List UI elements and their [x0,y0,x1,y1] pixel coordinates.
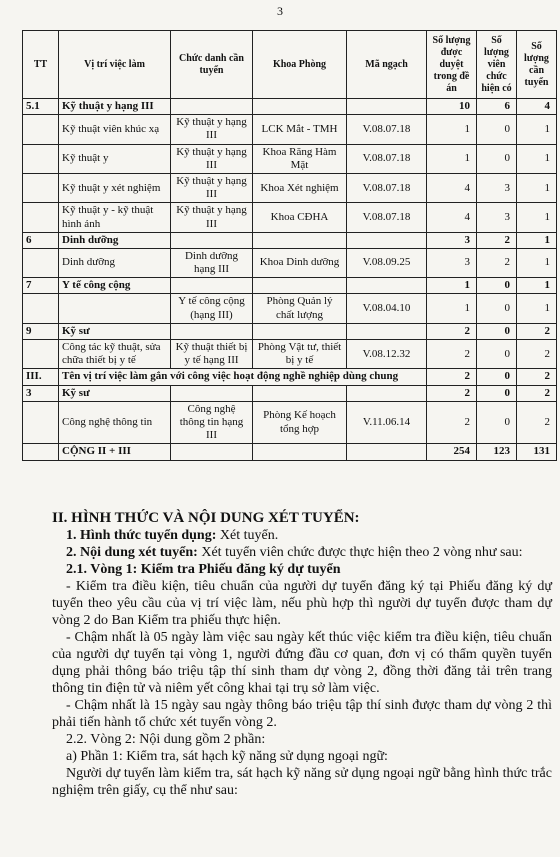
table-cell: 2 [517,340,557,369]
table-cell: V.08.07.18 [347,173,427,202]
header-cell: Số lượng cần tuyển [517,31,557,99]
header-cell: Mã ngạch [347,31,427,99]
table-cell: Kỹ thuật y xét nghiệm [59,173,171,202]
table-cell: 2 [477,248,517,277]
table-cell: Phòng Quản lý chất lượng [253,294,347,323]
paragraph: - Kiểm tra điều kiện, tiêu chuẩn của người dự tuyển đăng ký tại Phiếu đăng ký dự tuyển theo yêu cầu của vị trí việc làm, nếu phù hợp thì người dự tuyển được tham dự vòng 2 do Ban Kiểm tra phiếu thực hiện. [52,579,552,628]
paragraph [52,544,552,561]
table-cell: 1 [517,294,557,323]
table-cell: 2 [517,369,557,385]
table-row [23,115,557,144]
table-cell: Kỹ thuật y hạng III [171,144,253,173]
header-cell: TT [23,31,59,99]
table-cell [171,278,253,294]
table-cell: Khoa Dinh dưỡng [253,248,347,277]
table-cell: 2 [427,340,477,369]
table-row [23,323,557,339]
table-cell: Kỹ sư [59,385,171,401]
table-cell: 6 [477,99,517,115]
table-cell: Khoa Răng Hàm Mặt [253,144,347,173]
table-cell [171,232,253,248]
table-cell [253,278,347,294]
header-cell: Số lượng được duyệt trong đề án [427,31,477,99]
header-cell: Số lượng viên chức hiện có [477,31,517,99]
round1-title: 2.1. Vòng 1: Kiểm tra Phiếu đăng ký dự tuyển [66,562,341,577]
table-cell [23,401,59,444]
section-title: II. HÌNH THỨC VÀ NỘI DUNG XÉT TUYỂN: [52,510,360,526]
table-cell [253,444,347,460]
table-row [23,294,557,323]
table-row [23,144,557,173]
table-cell [253,232,347,248]
paragraph: Người dự tuyển làm kiểm tra, sát hạch kỹ năng sử dụng ngoại ngữ bằng hình thức trắc nghiệm trên giấy, cụ thể như sau: [52,766,552,798]
table-row [23,444,557,460]
table-row [23,203,557,232]
table-cell: 2 [517,323,557,339]
table-cell [23,248,59,277]
table-cell: 2 [427,385,477,401]
table-cell: 3 [427,248,477,277]
table-cell: 1 [517,278,557,294]
label: 2. Nội dung xét tuyển: [66,545,198,560]
table-cell: V.11.06.14 [347,401,427,444]
table-cell: 0 [477,369,517,385]
table-cell: 0 [477,278,517,294]
table-cell: 1 [427,144,477,173]
table-cell: 10 [427,99,477,115]
table-row [23,173,557,202]
table-cell: 1 [517,115,557,144]
table-row [23,340,557,369]
table-cell [253,323,347,339]
table-cell: V.08.07.18 [347,203,427,232]
table-cell [171,323,253,339]
table-cell: Y tế công cộng [59,278,171,294]
table-cell [347,99,427,115]
table-cell: Kỹ thuật thiết bị y tế hạng III [171,340,253,369]
header-cell: Vị trí việc làm [59,31,171,99]
header-cell: Chức danh cần tuyển [171,31,253,99]
paragraph: - Chậm nhất là 15 ngày sau ngày thông báo triệu tập thí sinh được tham dự vòng 2 thì phải tiến hành tổ chức xét tuyển vòng 2. [52,698,552,730]
table-row [23,401,557,444]
table-cell: 0 [477,323,517,339]
table-cell: 2 [427,369,477,385]
table-cell: 3 [23,385,59,401]
recruitment-table [22,30,557,461]
table-cell: 3 [477,173,517,202]
table-cell: Kỹ thuật y - kỹ thuật hình ảnh [59,203,171,232]
table-cell: V.08.04.10 [347,294,427,323]
paragraph: a) Phần 1: Kiểm tra, sát hạch kỹ năng sử dụng ngoại ngữ: [66,749,388,764]
header-cell: Khoa Phòng [253,31,347,99]
table-cell: 1 [427,115,477,144]
round2-title: 2.2. Vòng 2: Nội dung gồm 2 phần: [66,732,266,747]
table-cell [23,173,59,202]
table-cell: V.08.09.25 [347,248,427,277]
table-cell: Kỹ sư [59,323,171,339]
table-cell: 2 [427,401,477,444]
table-cell [171,444,253,460]
table-cell [347,385,427,401]
table-cell: 0 [477,340,517,369]
table-cell: 2 [477,232,517,248]
table-cell: 2 [517,385,557,401]
table-cell: 4 [427,173,477,202]
table-cell: 4 [517,99,557,115]
table-cell: Kỹ thuật y hạng III [171,115,253,144]
table-cell: 5.1 [23,99,59,115]
table-cell: Kỹ thuật y [59,144,171,173]
table-cell [23,115,59,144]
table-cell: 2 [427,323,477,339]
table-cell [59,294,171,323]
table-cell [23,444,59,460]
table-cell: Phòng Kế hoạch tổng hợp [253,401,347,444]
table-cell: V.08.07.18 [347,115,427,144]
table-row [23,248,557,277]
table-cell: Công tác kỹ thuật, sửa chữa thiết bị y tế [59,340,171,369]
table-cell: LCK Mắt - TMH [253,115,347,144]
table-cell: Dinh dưỡng [59,232,171,248]
table-cell: Khoa Xét nghiệm [253,173,347,202]
table-cell: 0 [477,144,517,173]
table-cell: Công nghệ thông tin [59,401,171,444]
table-row [23,385,557,401]
table-cell: Dinh dưỡng [59,248,171,277]
table-cell: 3 [477,203,517,232]
table-cell: 1 [427,278,477,294]
table-cell: V.08.12.32 [347,340,427,369]
table-cell [23,340,59,369]
table-cell: 7 [23,278,59,294]
table-cell: 6 [23,232,59,248]
table-cell: III. [23,369,59,385]
table-cell: Khoa CĐHA [253,203,347,232]
table-cell: 9 [23,323,59,339]
table-cell: Công nghệ thông tin hạng III [171,401,253,444]
table-cell [23,144,59,173]
table-cell: 123 [477,444,517,460]
table-cell: Phòng Vật tư, thiết bị y tế [253,340,347,369]
table-cell: 1 [517,144,557,173]
table-cell: 1 [517,203,557,232]
table-cell: 3 [427,232,477,248]
table-cell: 1 [517,232,557,248]
table-cell: 0 [477,385,517,401]
table-cell: 4 [427,203,477,232]
table-cell [23,203,59,232]
table-cell: Kỹ thuật viên khúc xạ [59,115,171,144]
table-cell [171,99,253,115]
table-cell: 1 [517,248,557,277]
table-cell: 254 [427,444,477,460]
table-cell: Y tế công cộng (hạng III) [171,294,253,323]
table-cell: Kỹ thuật y hạng III [171,203,253,232]
table-cell [347,232,427,248]
text: Xét tuyển viên chức được thực hiện theo 2 vòng như sau: [197,545,523,560]
table-cell: 0 [477,294,517,323]
table-cell: V.08.07.18 [347,144,427,173]
table-cell [347,323,427,339]
table-cell: Kỹ thuật y hạng III [59,99,171,115]
table-header-row [23,31,557,99]
table-row [23,369,557,385]
table-cell: 1 [517,173,557,202]
table-cell: 131 [517,444,557,460]
paragraph [52,527,552,544]
table-cell [347,444,427,460]
page-number: 3 [277,4,283,18]
text: Xét tuyển. [216,528,279,543]
table-cell: Dinh dưỡng hạng III [171,248,253,277]
table-cell [253,385,347,401]
table-cell [253,99,347,115]
table-cell: 0 [477,401,517,444]
table-cell: 0 [477,115,517,144]
table-cell [347,278,427,294]
table-cell: Tên vị trí việc làm gắn với công việc hoạt động nghề nghiệp dùng chung [59,369,427,385]
table-row [23,232,557,248]
label: 1. Hình thức tuyển dụng: [66,528,217,543]
body-text [52,510,552,799]
table-cell: CỘNG II + III [59,444,171,460]
table-cell: 1 [427,294,477,323]
table-row [23,278,557,294]
table-cell: 2 [517,401,557,444]
paragraph: - Chậm nhất là 05 ngày làm việc sau ngày kết thúc việc kiểm tra điều kiện, tiêu chuẩn của người dự tuyển tại vòng 1, người đứng đầu cơ quan, đơn vị có thẩm quyền tuyển dụng phải thông báo triệu tập thí sinh tham dự vòng 2, đồng thời đăng tải trên trang thông tin điện tử và niêm yết công khai tại trụ sở làm việc. [52,630,552,696]
table-cell [23,294,59,323]
table-cell [171,385,253,401]
table-row [23,99,557,115]
table-cell: Kỹ thuật y hạng III [171,173,253,202]
